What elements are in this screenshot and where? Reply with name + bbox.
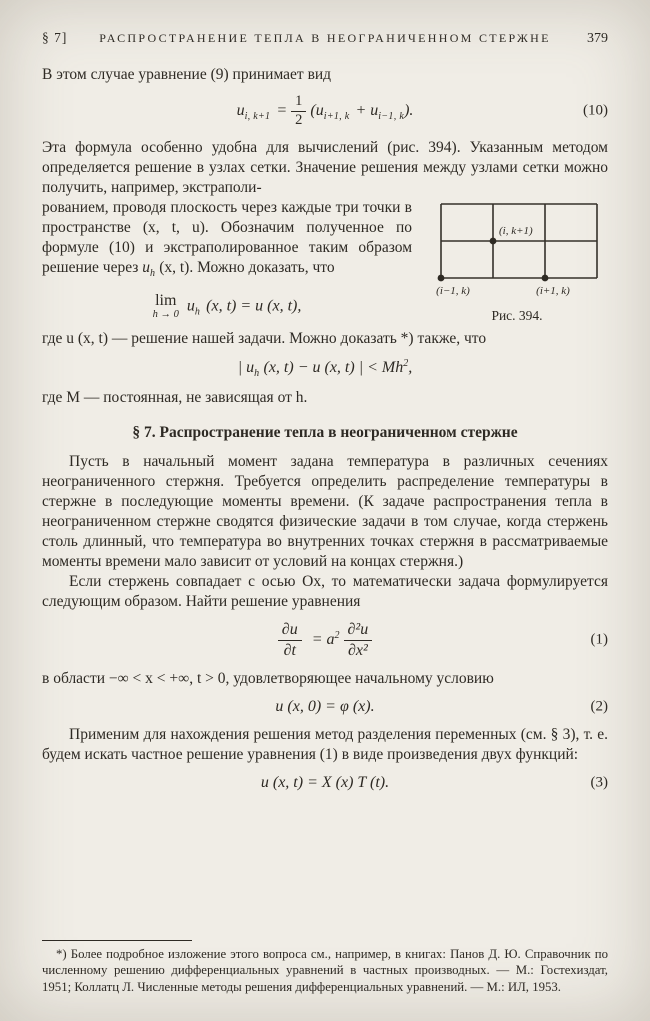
error-bound-open: | u bbox=[237, 359, 255, 377]
error-bound-exponent: 2 bbox=[403, 358, 409, 370]
equation-3-body: u (x, t) = X (x) T (t). bbox=[260, 773, 390, 791]
eq10-lhs: u bbox=[236, 102, 245, 120]
figure-label-center-node: (i, k+1) bbox=[499, 224, 533, 237]
paragraph-where-solution: где u (x, t) — решение нашей задачи. Можно доказать *) также, что bbox=[42, 330, 487, 348]
eq10-fraction-numerator: 1 bbox=[291, 94, 306, 112]
eq1-right-denominator: ∂x² bbox=[347, 641, 368, 659]
limit-term: u bbox=[186, 297, 195, 315]
equation-2-body: u (x, 0) = φ (x). bbox=[275, 697, 375, 715]
footnote bbox=[42, 940, 608, 996]
figure-label-right-node: (i+1, k) bbox=[536, 284, 570, 297]
eq10-fraction-denominator: 2 bbox=[295, 111, 303, 128]
paragraph-case-intro: В этом случае уравнение (9) принимает вид bbox=[42, 66, 332, 83]
equation-error-bound bbox=[42, 358, 608, 379]
equation-1-number: (1) bbox=[590, 631, 608, 648]
eq10-equals: = bbox=[276, 102, 288, 120]
equation-2 bbox=[42, 698, 608, 716]
eq10-term2: (u bbox=[310, 102, 324, 120]
equation-3 bbox=[42, 774, 608, 792]
limit-rest: (x, t) = u (x, t), bbox=[206, 297, 302, 315]
error-bound-subscript: h bbox=[254, 368, 260, 380]
lim-word: lim bbox=[155, 291, 177, 309]
eq1-left-denominator: ∂t bbox=[283, 641, 296, 659]
paragraph-extrapolation-text-b: (x, t). Можно доказать, что bbox=[155, 258, 335, 276]
equation-1 bbox=[42, 621, 608, 659]
equation-2-number: (2) bbox=[590, 698, 608, 715]
error-bound-mid: (x, t) − u (x, t) | < Mh bbox=[259, 359, 404, 377]
figure-wrap-section bbox=[42, 198, 608, 330]
footnote-rule bbox=[42, 940, 192, 941]
u-h-variable bbox=[142, 258, 156, 279]
equation-10-number: (10) bbox=[583, 102, 608, 119]
paragraph-formula-usage: Эта формула особенно удобна для вычислений (рис. 394). Указанным методом определяется решение в узлах сетки. Значение решения между узлами сетки можно получить, например, экстраполи- bbox=[42, 138, 608, 196]
paragraph-where-constant: где M — постоянная, не зависящая от h. bbox=[42, 389, 308, 407]
eq1-left-numerator: ∂u bbox=[278, 621, 302, 641]
eq1-right-numerator: ∂²u bbox=[344, 621, 373, 641]
eq1-coefficient-exponent: 2 bbox=[334, 630, 340, 642]
u-h-subscript: h bbox=[150, 267, 156, 279]
eq10-term2-subscript: i+1, k bbox=[323, 111, 350, 123]
paragraph-extrapolation-text-a: рованием, проводя плоскость через каждые три точки в пространстве (x, t, u). Обозначим полученное по формуле (10) и экстраполированное таким образом решение через bbox=[42, 198, 412, 276]
figure-label-left-node: (i−1, k) bbox=[436, 284, 470, 297]
header-section-ref: § 7] bbox=[42, 30, 68, 45]
running-head bbox=[42, 30, 608, 47]
equation-3-number: (3) bbox=[590, 774, 608, 791]
equation-10-body bbox=[236, 93, 414, 128]
grid-lines bbox=[441, 204, 597, 278]
equation-limit bbox=[42, 293, 608, 321]
equation-10 bbox=[42, 94, 608, 129]
error-bound-tail: , bbox=[408, 359, 413, 377]
eq10-fraction bbox=[291, 94, 306, 129]
eq1-fraction-right bbox=[344, 621, 373, 659]
u-h-base: u bbox=[142, 258, 151, 276]
footnote-text: *) Более подробное изложение этого вопроса см., например, в книгах: Панов Д. Ю. Справочник по численному решению дифференциальных уравнений в частных производных. — М.: Гостехиздат, 1951; Коллатц Л. Численные методы решения дифференциальных уравнений. — М.: ИЛ, 1953. bbox=[42, 946, 608, 994]
section-heading: § 7. Распространение тепла в неограниченном стержне bbox=[132, 424, 518, 442]
eq1-fraction-left bbox=[278, 621, 302, 659]
equation-1-body bbox=[274, 621, 376, 659]
eq1-coefficient: = a bbox=[311, 631, 335, 649]
eq10-lhs-subscript: i, k+1 bbox=[244, 111, 271, 123]
header-chapter-title: РАСПРОСТРАНЕНИЕ ТЕПЛА В НЕОГРАНИЧЕННОМ СТЕРЖНЕ bbox=[99, 31, 551, 45]
paragraph-domain-condition: в области −∞ < x < +∞, t > 0, удовлетворяющее начальному условию bbox=[42, 669, 494, 687]
paragraph-rod-axis: Если стержень совпадает с осью Ox, то математически задача формулируется следующим образом. Найти решение уравнения bbox=[42, 573, 608, 611]
limit-operator bbox=[153, 293, 179, 321]
lim-subscript: h → 0 bbox=[152, 308, 179, 320]
figure-caption: Рис. 394. bbox=[491, 307, 543, 323]
grid-diagram bbox=[427, 200, 607, 304]
eq10-close: ). bbox=[404, 102, 414, 120]
eq10-term3-subscript: i−1, k bbox=[378, 111, 405, 123]
header-page-number: 379 bbox=[587, 31, 608, 46]
paragraph-separation-method: Применим для нахождения решения метод разделения переменных (см. § 3), т. е. будем искать частное решение уравнения (1) в виде произведения двух функций: bbox=[42, 725, 608, 763]
eq10-term3: + u bbox=[355, 102, 379, 120]
limit-term-subscript: h bbox=[194, 306, 201, 318]
paragraph-initial-temperature: Пусть в начальный момент задана температура в различных сечениях неограниченного стержня. Требуется определить распределение температуры в стержне в последующие моменты времени. (К задаче распространения тепла в неограниченном стержне сводятся физические задачи в том случае, когда стержень столь длинный, что температура во внутренних точках стержня в рассматриваемые моменты времени мало зависит от условий на концах стержня.) bbox=[42, 453, 608, 571]
